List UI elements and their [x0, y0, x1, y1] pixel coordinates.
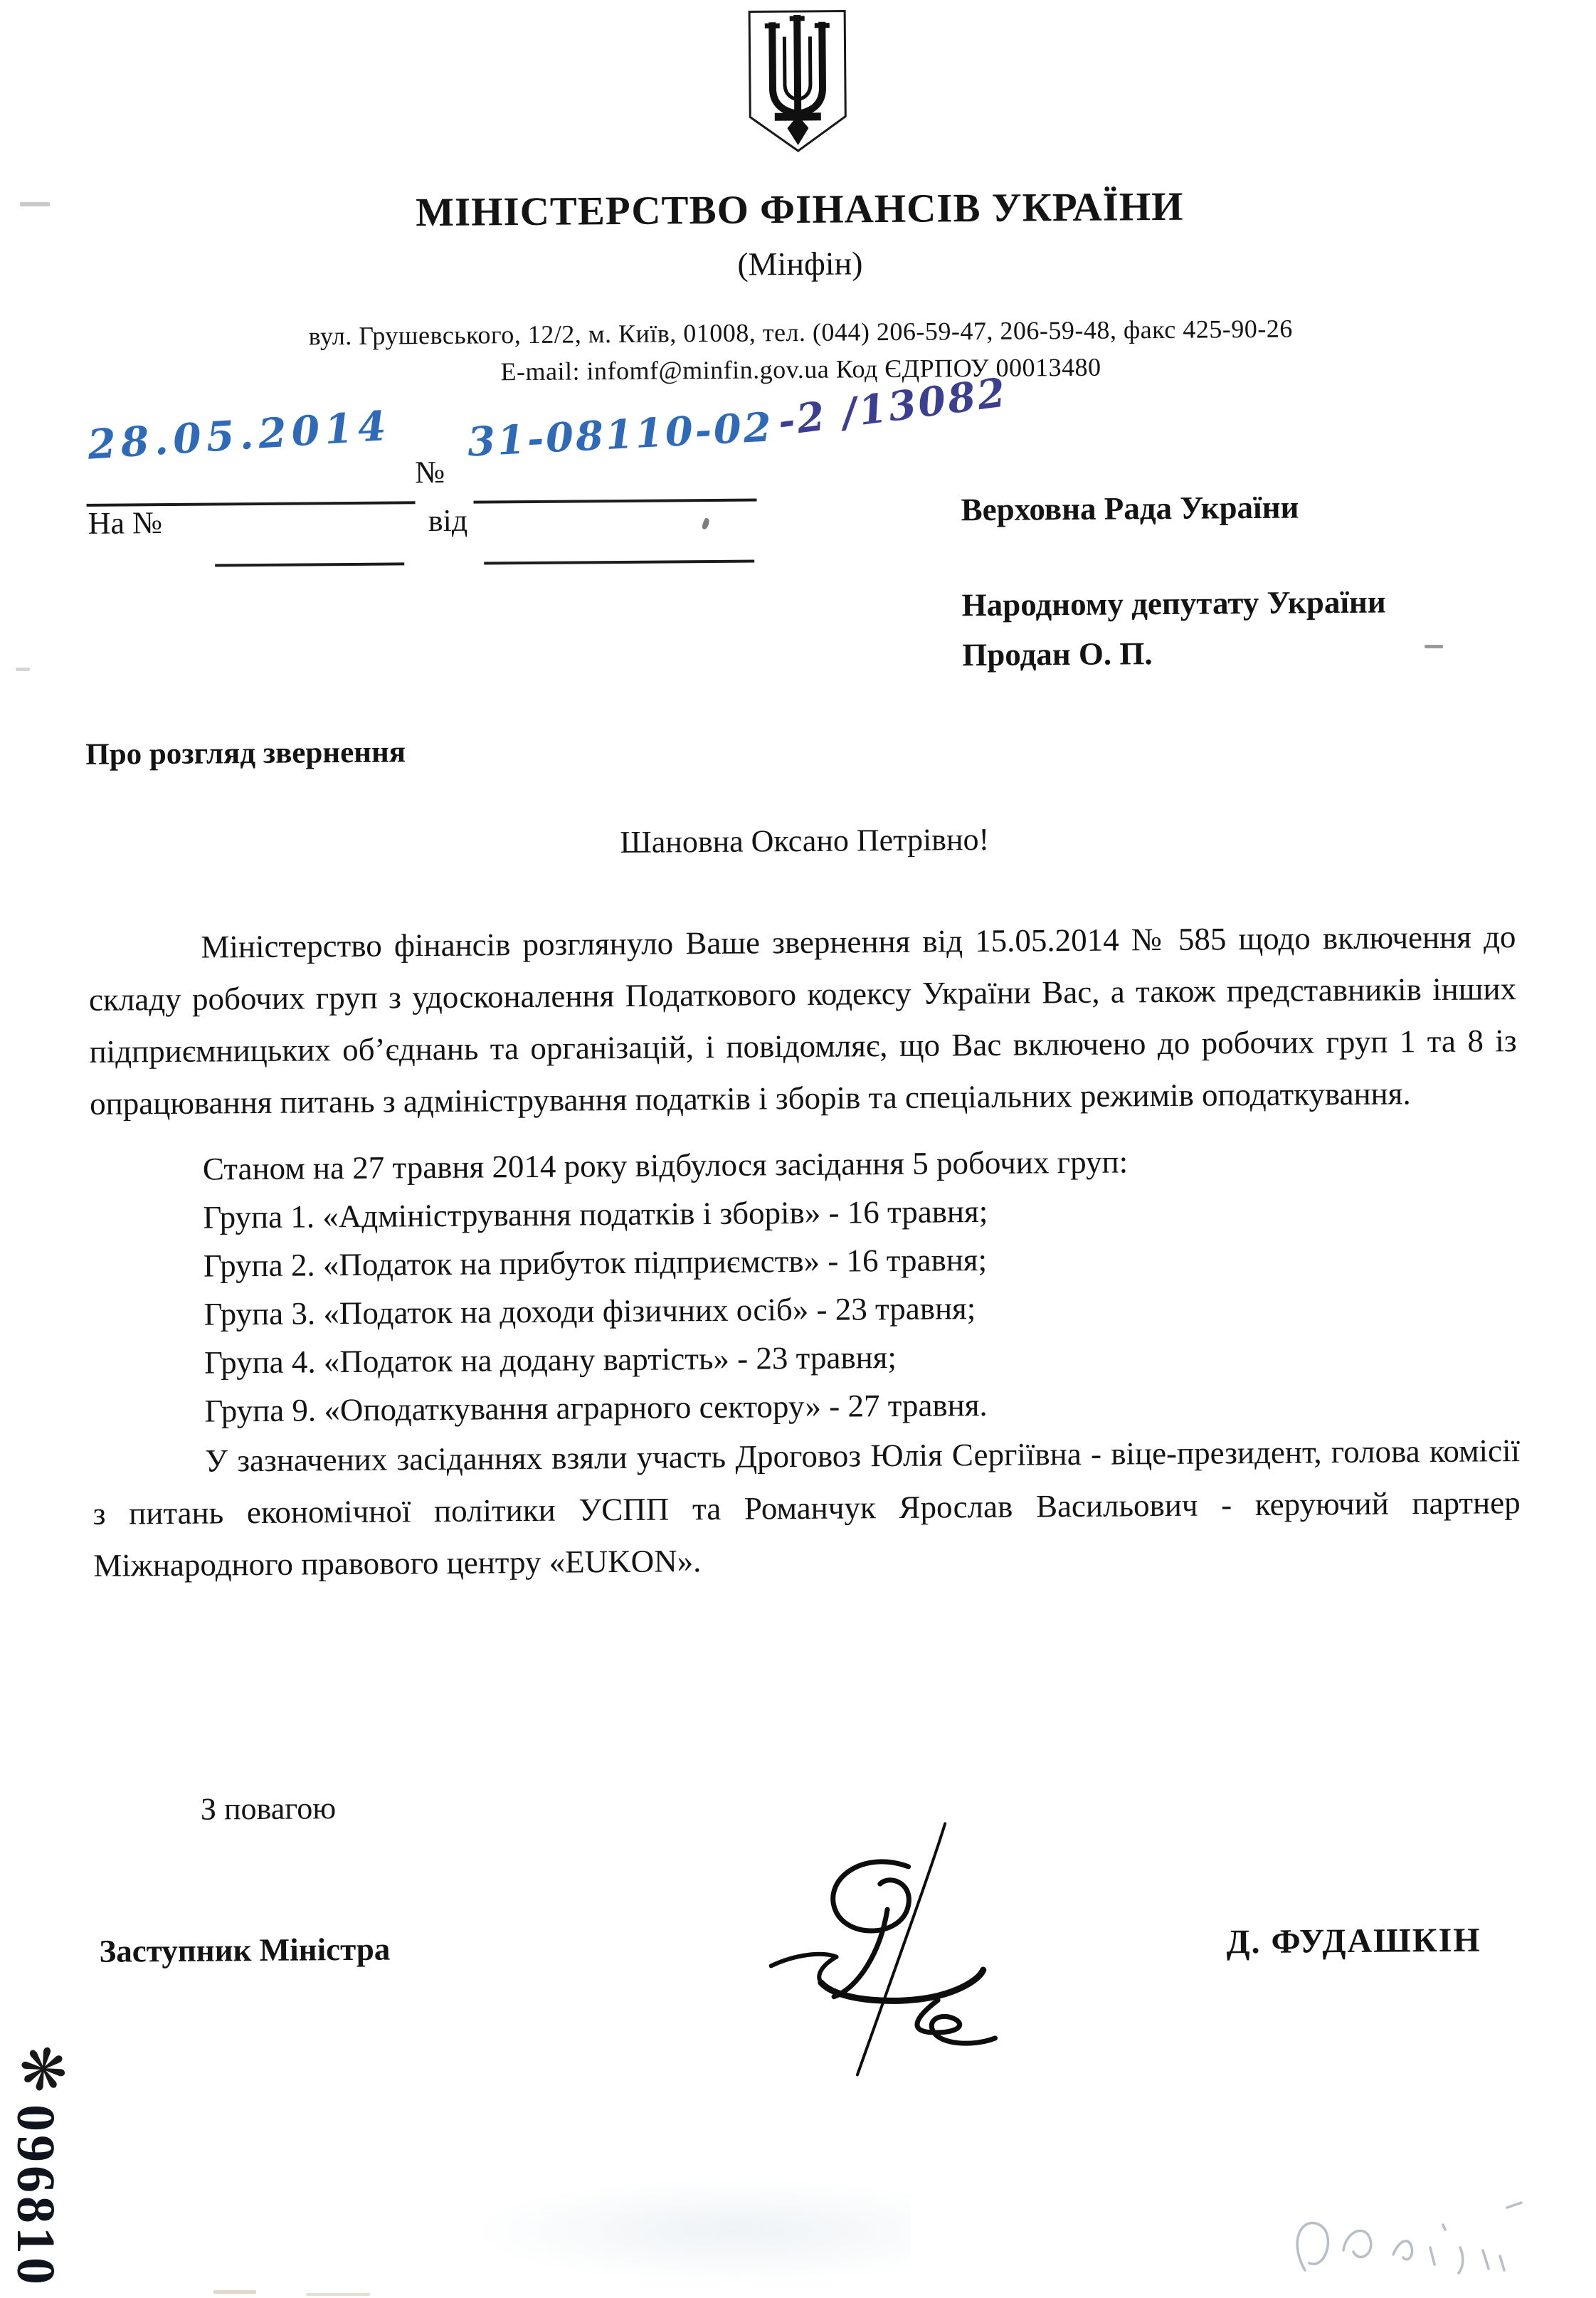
signer-name: Д. ФУДАШКІН	[1226, 1921, 1481, 1961]
scan-artifact	[20, 202, 50, 206]
registration-number-vertical: 096810	[6, 2104, 65, 2288]
group-item-4: Група 4. «Податок на додану вартість» - 23 травня;	[204, 1339, 897, 1381]
address-line: вул. Грушевського, 12/2, м. Київ, 01008, тел. (044) 206-59-47, 206-59-48, факс 425-90-26	[308, 314, 1293, 351]
body-paragraph-1: Міністерство фінансів розглянуло Ваше звернення від 15.05.2014 № 585 щодо включення до складу робочих груп з удосконалення Податкового кодексу України Вас, а також представників інших підприємницьких об’єднань та організацій, і повідомляє, що Вас включено до робочих груп 1 та 8 із опрацювання питань з адміністрування податків і зборів та спеціальних режимів оподаткування.	[88, 919, 1517, 1122]
scan-artifact	[306, 2293, 370, 2296]
recipient-role: Народному депутату України	[961, 584, 1386, 623]
handwritten-date: 28.05.2014	[86, 401, 393, 469]
number-sign-label: №	[415, 454, 445, 490]
body-paragraph-3: У зазначених засіданнях взяли участь Дроговоз Юлія Сергіївна - віце-президент, голова комісії з питань економічної політики УСПП та Романчук Ярослав Васильович - керуючий партнер Міжнародного правового центру «EUKON».	[93, 1433, 1521, 1583]
letter-body	[88, 911, 1521, 1592]
reply-from-date-label: від	[428, 502, 468, 539]
reply-to-number-label: На №	[88, 505, 163, 541]
salutation: Шановна Оксано Петрівно!	[620, 821, 990, 860]
ministry-title: МІНІСТЕРСТВО ФІНАНСІВ УКРАЇНИ	[415, 184, 1184, 236]
signer-position: Заступник Міністра	[99, 1931, 391, 1969]
faint-handwriting-mark	[1272, 2179, 1585, 2298]
group-item-5: Група 9. «Оподаткування аграрного сектору» - 27 травня.	[204, 1386, 988, 1429]
scan-artifact	[213, 2290, 256, 2294]
number-blank-line	[474, 498, 757, 503]
closing-regards: З повагою	[200, 1791, 337, 1827]
groups-intro: Станом на 27 травня 2014 року відбулося засідання 5 робочих груп:	[202, 1144, 1129, 1187]
working-groups-list	[90, 1134, 1520, 1436]
scan-artifact	[16, 668, 30, 671]
handwritten-ref-suffix: -2 /13082	[775, 369, 1010, 446]
group-item-1: Група 1. «Адміністрування податків і зборів» - 16 травня;	[203, 1193, 988, 1235]
flower-asterisk-icon: ❋	[11, 2032, 74, 2109]
recipient-name: Продан О. П.	[962, 636, 1153, 673]
ministry-short-name: (Мінфін)	[737, 245, 863, 283]
group-item-2: Група 2. «Податок на прибуток підприємств» - 16 травня;	[203, 1241, 988, 1284]
subject-line: Про розгляд звернення	[85, 735, 406, 771]
recipient-institution: Верховна Рада України	[961, 489, 1299, 528]
group-item-3: Група 3. «Податок на доходи фізичних осіб» - 23 травня;	[204, 1290, 976, 1332]
signature-scribble-icon	[710, 1820, 1068, 2089]
handwritten-ref-number: 31-08110-02	[466, 404, 775, 466]
email-edrpou-line: E-mail: infomf@minfin.gov.ua Код ЄДРПОУ 00013480	[500, 352, 1101, 386]
reply-date-blank-line	[484, 560, 754, 565]
reply-number-blank-line	[215, 562, 404, 566]
ukraine-trident-emblem-icon	[743, 8, 852, 159]
scan-artifact	[1425, 645, 1443, 648]
page-bleed-through	[470, 2178, 911, 2284]
